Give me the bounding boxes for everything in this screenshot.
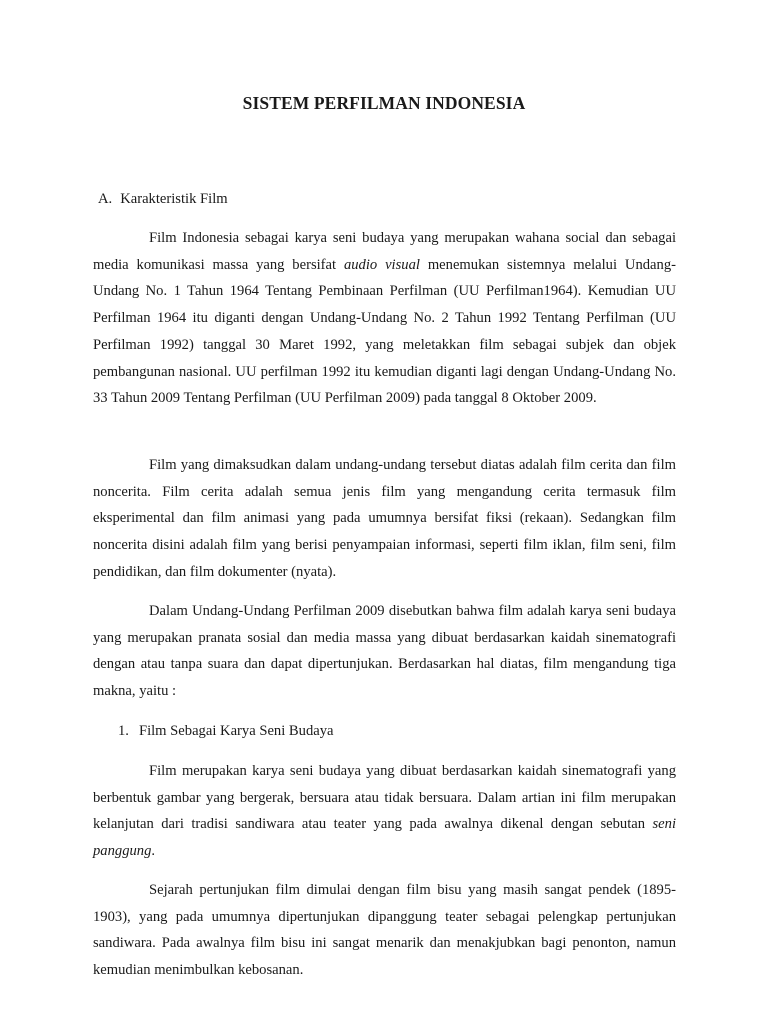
section-label: Karakteristik Film: [120, 191, 228, 207]
paragraph-4-italic: seni panggung: [93, 816, 676, 860]
numbered-marker: 1.: [118, 723, 129, 739]
paragraph-4-text-b: .: [151, 843, 156, 860]
numbered-label: Film Sebagai Karya Seni Budaya: [138, 723, 334, 739]
paragraph-4: [93, 758, 676, 865]
paragraph-5: Sejarah pertunjukan film dimulai dengan film bisu yang masih sangat pendek (1895-1903), yang pada umumnya dipertunjukan dipanggung teater sebagai pelengkap pertunjukan sandiwara. Pada awalnya film bisu ini sangat menarik dan menakjubkan bagi penonton, namun kemudian menimbulkan kebosanan.: [93, 882, 676, 979]
numbered-heading-1: [118, 723, 334, 740]
section-marker: A.: [98, 191, 113, 207]
paragraph-3: Dalam Undang-Undang Perfilman 2009 disebutkan bahwa film adalah karya seni budaya yang merupakan pranata sosial dan media massa yang dibuat berdasarkan kaidah sinematografi dengan atau tanpa suara dan dapat dipertunjukan. Berdasarkan hal diatas, film mengandung tiga makna, yaitu :: [93, 603, 676, 700]
paragraph-1: [93, 225, 676, 412]
section-heading-a: [98, 191, 228, 208]
paragraph-1-text-a: Film Indonesia sebagai karya seni budaya yang merupakan wahana social dan sebagai media komunikasi massa yang bersifat: [93, 230, 676, 273]
paragraph-1-italic: audio visual: [343, 256, 420, 273]
paragraph-1-text-b: menemukan sistemnya melalui Undang-Undang No. 1 Tahun 1964 Tentang Pembinaan Perfilman (UU Perfilman1964). Kemudian UU Perfilman 1964 itu diganti dengan Undang-Undang No. 2 Tahun 1992 Tentang Perfilman (UU Perfilman 1992) tanggal 30 Maret 1992, yang meletakkan film sebagai subjek dan objek pembangunan nasional. UU perfilman 1992 itu kemudian diganti lagi dengan Undang-Undang No. 33 Tahun 2009 Tentang Perfilman (UU Perfilman 2009) pada tanggal 8 Oktober 2009.: [93, 256, 676, 407]
document-title: SISTEM PERFILMAN INDONESIA: [242, 93, 526, 113]
paragraph-2: Film yang dimaksudkan dalam undang-undang tersebut diatas adalah film cerita dan film noncerita. Film cerita adalah semua jenis film yang mengandung cerita termasuk film eksperimental dan film animasi yang pada umumnya bersifat fiksi (rekaan). Sedangkan film noncerita disini adalah film yang berisi penyampaian informasi, seperti film iklan, film seni, film pendidikan, dan film dokumenter (nyata).: [93, 457, 676, 580]
paragraph-4-text-a: Film merupakan karya seni budaya yang dibuat berdasarkan kaidah sinematografi yang berbentuk gambar yang bergerak, bersuara atau tidak bersuara. Dalam artian ini film merupakan kelanjutan dari tradisi sandiwara atau teater yang pada awalnya dikenal dengan sebutan: [93, 763, 676, 833]
